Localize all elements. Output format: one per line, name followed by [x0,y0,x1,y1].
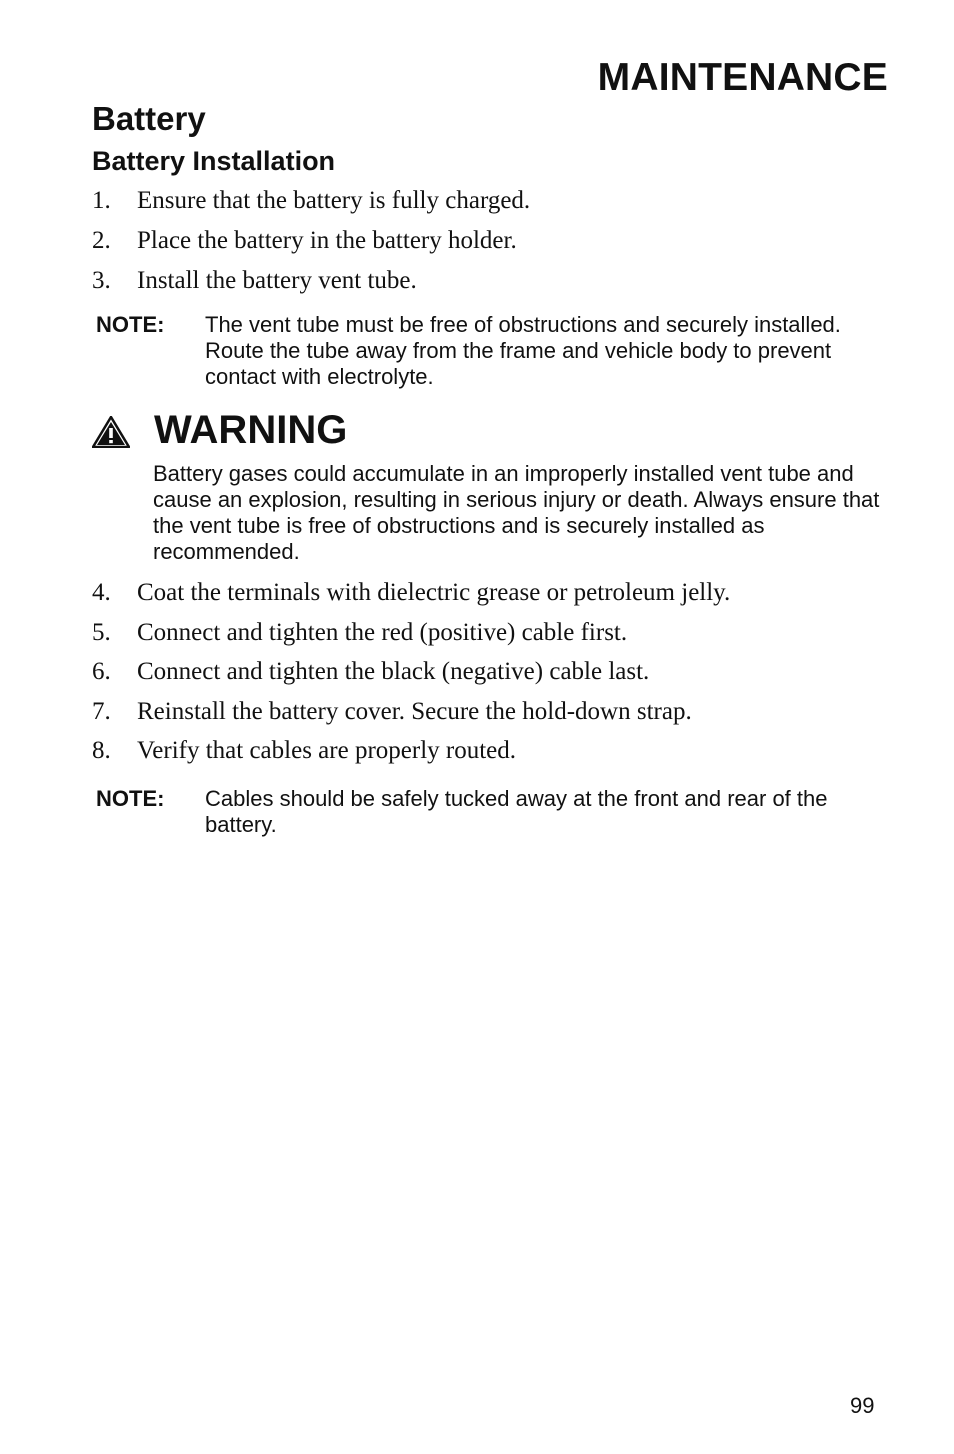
step-number: 4. [92,579,111,606]
step-number: 8. [92,737,111,764]
note-label: NOTE: [96,786,165,811]
warning-title: WARNING [154,408,348,452]
step-text: Reinstall the battery cover. Secure the hold-down strap. [137,698,692,725]
steps-list-part1 [92,186,892,306]
step-text: Connect and tighten the red (positive) cable first. [137,619,628,646]
section-header: MAINTENANCE [597,56,888,99]
step-text: Install the battery vent tube. [137,267,417,294]
warning-triangle-icon [92,416,130,448]
list-item [92,226,892,266]
step-text: Coat the terminals with dielectric grease or petroleum jelly. [137,579,731,606]
note-label: NOTE: [96,312,165,337]
step-text: Ensure that the battery is fully charged. [137,187,531,214]
section-title: Battery [92,100,206,137]
step-text: Connect and tighten the black (negative) cable last. [137,658,650,685]
page-number: 99 [850,1393,875,1418]
list-item [92,736,892,776]
list-item [92,266,892,306]
steps-list-part2 [92,578,892,776]
list-item [92,618,892,657]
list-item [92,697,892,736]
list-item [92,578,892,618]
step-number: 6. [92,658,111,685]
note-text: Cables should be safely tucked away at the front and rear of the battery. [205,786,828,837]
note-text: The vent tube must be free of obstructions and securely installed. Route the tube away from the frame and vehicle body to prevent contact with electrolyte. [205,312,841,389]
step-text: Place the battery in the battery holder. [137,227,517,254]
step-number: 2. [92,227,111,254]
step-number: 7. [92,698,111,725]
step-number: 1. [92,187,111,214]
warning-text: Battery gases could accumulate in an improperly installed vent tube and cause an explosion, resulting in serious injury or death. Always ensure that the vent tube is free of obstructions and is securely installed as recommended. [153,461,880,564]
list-item [92,186,892,226]
subsection-title: Battery Installation [92,146,336,176]
step-number: 3. [92,267,111,294]
step-text: Verify that cables are properly routed. [137,737,517,764]
step-number: 5. [92,619,111,646]
list-item [92,657,892,697]
